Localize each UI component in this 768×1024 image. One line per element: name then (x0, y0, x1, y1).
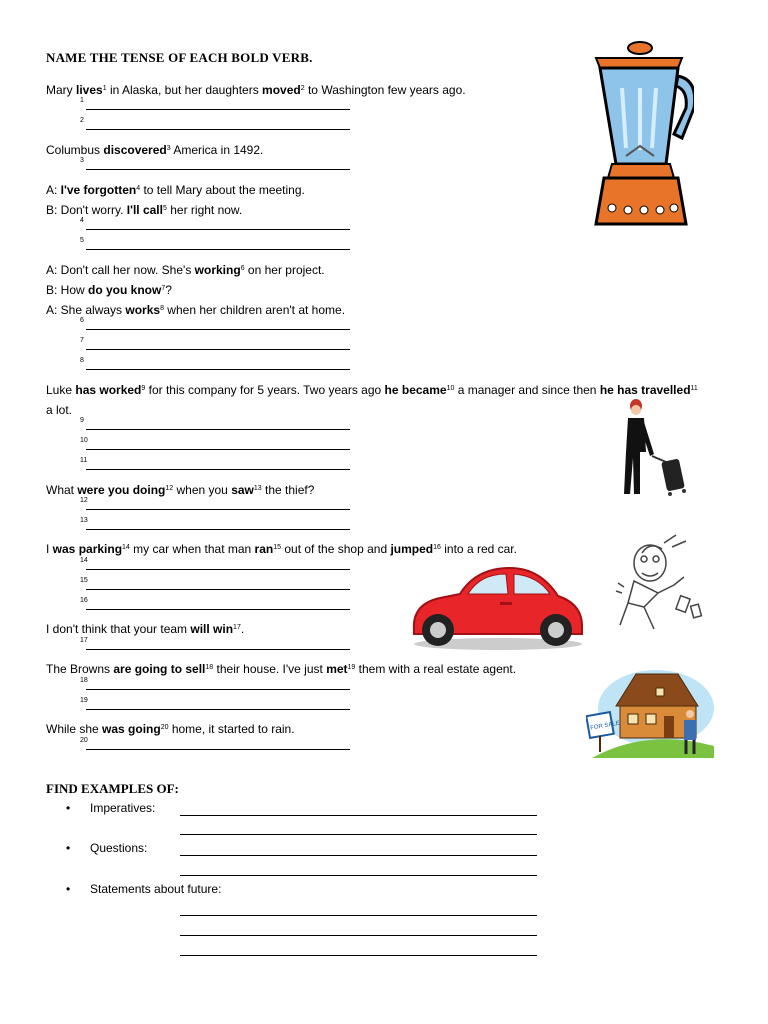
imperatives-line-1[interactable] (180, 815, 537, 816)
answer-rule (86, 589, 350, 590)
bullet-label-future: Statements about future: (90, 882, 222, 896)
answer-rule (86, 689, 350, 690)
imperatives-line-2[interactable] (180, 834, 537, 835)
sentence-text: Luke (46, 383, 76, 397)
bold-verb: working (194, 263, 241, 277)
sentence-text: her right now. (166, 203, 243, 217)
bold-verb: has worked (75, 383, 142, 397)
blender-handle (674, 76, 694, 138)
answer-number: 17 (80, 637, 88, 644)
bullet-icon: • (66, 841, 71, 855)
answer-rule (86, 569, 350, 570)
bold-verb: lives (76, 83, 103, 97)
bold-verb: were you doing (77, 483, 166, 497)
sentence-text: B: Don't worry. (46, 203, 127, 217)
blender-lid-knob (628, 42, 652, 54)
answer-number: 15 (80, 577, 88, 584)
verb-number: 20 (160, 724, 169, 731)
answer-number: 5 (80, 237, 84, 244)
answer-number: 16 (80, 597, 88, 604)
bold-verb: he has travelled (599, 383, 691, 397)
answer-number: 10 (80, 437, 88, 444)
sentence-1 (46, 82, 466, 98)
answer-rule (86, 749, 350, 750)
bullet-label-imperatives: Imperatives: (90, 801, 156, 815)
answer-number: 9 (80, 417, 84, 424)
bullet-label-questions: Questions: (90, 841, 148, 855)
sentence-text: their house. I've just (213, 662, 327, 676)
answer-rule (86, 329, 350, 330)
sentence-text: I don't think that your team (46, 622, 191, 636)
house-for-sale-illustration (586, 666, 716, 758)
answer-number: 12 (80, 497, 88, 504)
verb-number: 4 (136, 185, 141, 192)
verb-number: 1 (102, 85, 107, 92)
answer-rule (86, 369, 350, 370)
answer-rule (86, 429, 350, 430)
future-line-3[interactable] (180, 955, 537, 956)
verb-number: 14 (122, 544, 130, 551)
for-sale-sign-text: FOR SALE (589, 720, 621, 732)
blender-illustration (582, 38, 694, 234)
answer-number: 14 (80, 557, 88, 564)
sentence-text: out of the shop and (281, 542, 391, 556)
sentence-text: America in 1492. (170, 143, 264, 157)
sentence-text: the thief? (261, 483, 315, 497)
verb-number: 10 (446, 385, 455, 392)
sentence-10 (46, 482, 314, 498)
sentence-text: to Washington few years ago. (304, 83, 466, 97)
sentence-text: What (46, 483, 78, 497)
answer-rule (86, 169, 350, 170)
verb-number: 8 (160, 305, 164, 312)
sentence-text: A: (46, 183, 61, 197)
sentence-11 (46, 541, 517, 557)
bold-verb: do you know (88, 283, 162, 297)
worksheet-title: NAME THE TENSE OF EACH BOLD VERB. (46, 50, 313, 65)
answer-number: 19 (80, 697, 88, 704)
future-line-2[interactable] (180, 935, 537, 936)
answer-number: 2 (80, 117, 84, 124)
bold-verb: was going (102, 722, 161, 736)
bold-verb: are going to sell (113, 662, 206, 676)
sentence-text: in Alaska, but her daughters (106, 83, 263, 97)
answer-number: 1 (80, 97, 84, 104)
verb-number: 17 (233, 624, 241, 631)
answer-number: 4 (80, 217, 84, 224)
sentence-8 (46, 382, 698, 398)
answer-rule (86, 709, 350, 710)
suitcase-icon (661, 458, 685, 491)
answer-rule (86, 109, 350, 110)
sentence-text: when her children aren't at home. (163, 303, 346, 317)
sentence-text: . (240, 622, 245, 636)
bold-verb: saw (231, 483, 254, 497)
sentence-text: The Browns (46, 662, 114, 676)
sentence-text: to tell Mary about the meeting. (140, 183, 305, 197)
bold-verb: met (326, 662, 348, 676)
sentence-text: I (46, 542, 53, 556)
verb-number: 12 (165, 485, 174, 492)
sentence-text: when you (173, 483, 232, 497)
bold-verb: I've forgotten (60, 183, 137, 197)
verb-number: 2 (300, 85, 305, 92)
sentence-text: A: She always (46, 303, 126, 317)
verb-number: 19 (347, 664, 356, 671)
verb-number: 7 (161, 285, 166, 292)
bold-verb: moved (262, 83, 301, 97)
sentence-text: a manager and since then (454, 383, 600, 397)
answer-rule (86, 649, 350, 650)
sentence-text: a lot. (46, 403, 73, 417)
bold-verb: works (125, 303, 161, 317)
sentence-7 (46, 302, 345, 318)
bold-verb: will win (190, 622, 234, 636)
sentence-3 (46, 182, 305, 198)
bold-verb: he became (384, 383, 447, 397)
questions-line-1[interactable] (180, 855, 537, 856)
answer-rule (86, 529, 350, 530)
bold-verb: jumped (390, 542, 434, 556)
verb-number: 6 (240, 265, 245, 272)
answer-number: 20 (80, 737, 88, 744)
answer-rule (86, 469, 350, 470)
sentence-text: them with a real estate agent. (355, 662, 517, 676)
sentence-text: B: How (46, 283, 89, 297)
sentence-text: into a red car. (440, 542, 517, 556)
traveller-illustration (622, 398, 694, 500)
answer-rule (86, 349, 350, 350)
bold-verb: was parking (52, 542, 123, 556)
sentence-text: home, it started to rain. (168, 722, 295, 736)
sentence-text: on her project. (244, 263, 325, 277)
verb-number: 11 (690, 385, 698, 392)
bullet-icon: • (66, 882, 71, 896)
answer-number: 6 (80, 317, 84, 324)
sentence-text: While she (46, 722, 103, 736)
answer-rule (86, 449, 350, 450)
verb-number: 9 (141, 385, 146, 392)
verb-number: 5 (162, 205, 167, 212)
answer-number: 8 (80, 357, 84, 364)
bullet-icon: • (66, 801, 71, 815)
answer-rule (86, 229, 350, 230)
bold-verb: I'll call (126, 203, 163, 217)
red-car-illustration (410, 560, 586, 652)
sentence-text: for this company for 5 years. Two years ago (145, 383, 385, 397)
bold-verb: discovered (103, 143, 167, 157)
running-man-sketch (614, 533, 710, 643)
sentence-text: A: Don't call her now. She's (46, 263, 195, 277)
sentence-14 (46, 721, 295, 737)
verb-number: 3 (166, 145, 171, 152)
verb-number: 13 (253, 485, 262, 492)
sentence-text: ? (165, 283, 172, 297)
verb-number: 16 (433, 544, 441, 551)
sentence-text: Columbus (46, 143, 104, 157)
answer-number: 7 (80, 337, 84, 344)
answer-rule (86, 249, 350, 250)
sentence-2 (46, 142, 263, 158)
future-line-1[interactable] (180, 915, 537, 916)
bold-verb: ran (254, 542, 274, 556)
sentence-13 (46, 661, 516, 677)
blender-base (596, 178, 686, 224)
answer-number: 3 (80, 157, 84, 164)
verb-number: 18 (205, 664, 214, 671)
sentence-12 (46, 621, 244, 637)
sentence-text: my car when that man (129, 542, 255, 556)
questions-line-2[interactable] (180, 875, 537, 876)
sentence-4 (46, 202, 242, 218)
sentence-5 (46, 262, 325, 278)
answer-rule (86, 509, 350, 510)
verb-number: 15 (273, 544, 282, 551)
sentence-text: Mary (46, 83, 76, 97)
sentence-9 (46, 402, 72, 418)
answer-number: 11 (80, 457, 88, 464)
sentence-6 (46, 282, 172, 298)
answer-rule (86, 609, 350, 610)
answer-rule (86, 129, 350, 130)
answer-number: 18 (80, 677, 88, 684)
answer-number: 13 (80, 517, 88, 524)
section-find-examples-title: FIND EXAMPLES OF: (46, 781, 179, 796)
